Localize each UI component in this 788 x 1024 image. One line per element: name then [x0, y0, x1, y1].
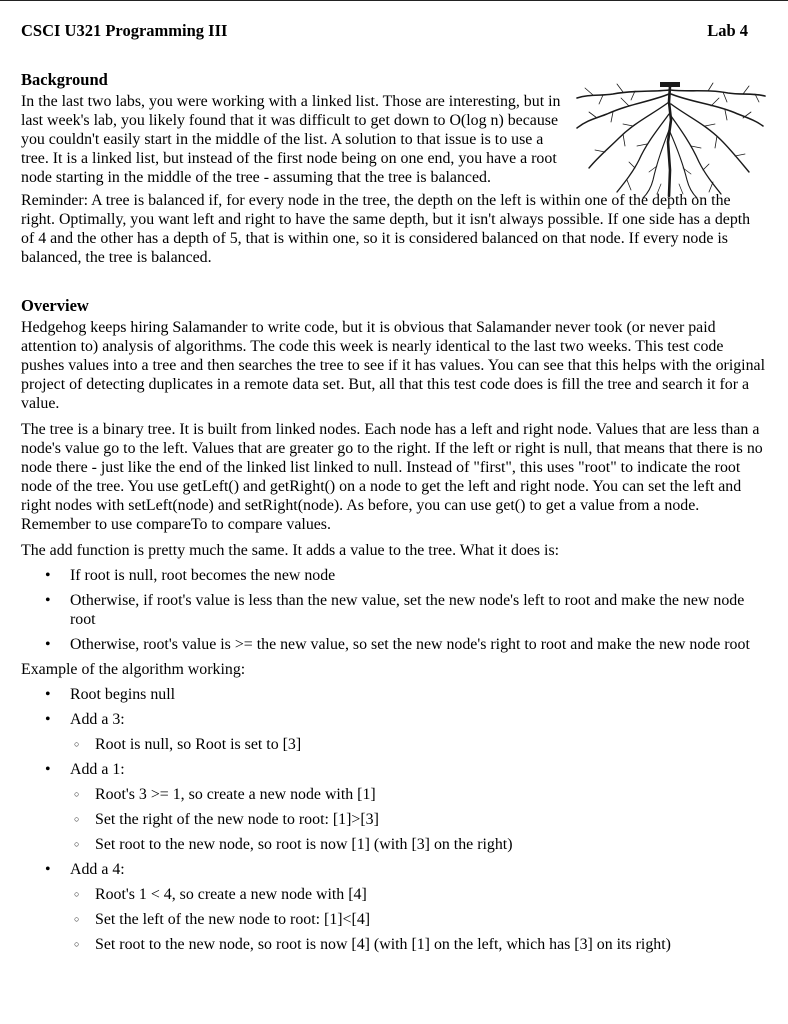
background-paragraph: In the last two labs, you were working with a linked list. Those are interesting, but in last week's lab, you likely found that it was difficult to get down to O(log n) because you couldn't easily start in the middle of the list. A solution to that issue is to use a tree. It is a linked list, but instead of the first node being on one end, you have a root node starting in the middle of the tree - assuming that the tree is balanced. [21, 93, 561, 186]
list-item-text: Root begins null [70, 686, 176, 703]
overview-section [21, 296, 767, 954]
course-title: CSCI U321 Programming III [21, 21, 228, 40]
sub-list-item: ○ Set the left of the new node to root: [1]<[4] [70, 910, 767, 929]
add-steps-list [21, 566, 767, 654]
list-item [21, 760, 767, 854]
sub-list-item: ○ Set root to the new node, so root is now [1] (with [3] on the right) [70, 835, 767, 854]
sub-list [70, 735, 767, 754]
list-item [21, 685, 767, 704]
example-list [21, 685, 767, 954]
top-rule [0, 0, 788, 1]
list-item-text: Add a 3: [70, 711, 125, 728]
sub-list-item: ○ Root's 1 < 4, so create a new node with [4] [70, 885, 767, 904]
overview-paragraph-3: The add function is pretty much the same. It adds a value to the tree. What it does is: [21, 542, 560, 559]
overview-paragraph-1: Hedgehog keeps hiring Salamander to write code, but it is obvious that Salamander never took (or never paid attention to) analysis of algorithms. The code this week is nearly identical to the last two weeks. This test code pushes values into a tree and then searches the tree to see if it has values. You can see that this helps with the original project of detecting duplicates in a remote data set. But, all that this test code does is fill the tree and search it for a value. [21, 319, 766, 412]
list-item: • Otherwise, root's value is >= the new value, so set the new node's right to root and make the new node root [21, 635, 767, 654]
sub-list-item: ○ Root's 3 >= 1, so create a new node with [1] [70, 785, 767, 804]
tree-roots-icon [573, 80, 767, 198]
reminder-paragraph: Reminder: A tree is balanced if, for every node in the tree, the depth on the left is within one of the depth on the right. Optimally, you want left and right to have the same depth, but it isn't always possible. If one side has a depth of 4 and the other has a depth of 5, that is within one, so it is considered balanced on that node. If every node is balanced, the tree is balanced. [21, 192, 751, 266]
sub-list-item: ○ Set the right of the new node to root: [1]>[3] [70, 810, 767, 829]
sub-list-item: ○ Root is null, so Root is set to [3] [70, 735, 767, 754]
overview-heading: Overview [21, 296, 89, 315]
overview-paragraph-2: The tree is a binary tree. It is built from linked nodes. Each node has a left and right node. Values that are less than a node's value go to the left. Values that are greater go to the right. If the left or right is null, that means that there is no node there - just like the end of the linked list linked to null. Instead of "first", this uses "root" to indicate the root node of the tree. You use getLeft() and getRight() on a node to get the left and right node. You can set the left and right nodes with setLeft(node) and setRight(node). As before, you can use get() to get a value from a node. Remember to use compareTo to compare values. [21, 421, 763, 533]
list-item-text: Add a 1: [70, 761, 125, 778]
background-heading: Background [21, 70, 108, 89]
sub-list [70, 885, 767, 954]
sub-list [70, 785, 767, 854]
list-item [21, 710, 767, 754]
example-intro: Example of the algorithm working: [21, 661, 246, 678]
list-item: • Otherwise, if root's value is less than the new value, set the new node's left to root and make the new node root [21, 591, 767, 629]
page-header [21, 21, 767, 43]
list-item: • If root is null, root becomes the new node [21, 566, 767, 585]
background-section [21, 70, 767, 267]
list-item-text: Add a 4: [70, 861, 125, 878]
list-item [21, 860, 767, 954]
lab-number: Lab 4 [707, 21, 748, 40]
sub-list-item: ○ Set root to the new node, so root is now [4] (with [1] on the left, which has [3] on its right) [70, 935, 767, 954]
document-body [21, 70, 767, 960]
